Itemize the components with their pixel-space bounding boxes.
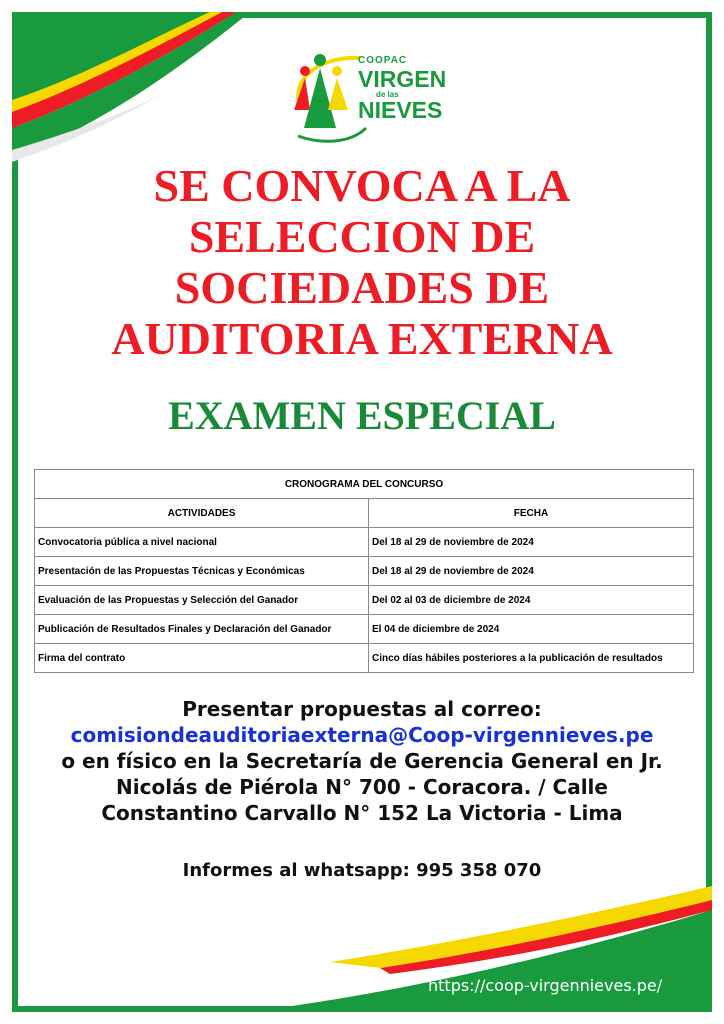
schedule-title: CRONOGRAMA DEL CONCURSO — [35, 470, 694, 499]
column-header-activities: ACTIVIDADES — [35, 499, 369, 528]
date-cell: El 04 de diciembre de 2024 — [369, 615, 694, 644]
date-cell: Del 02 al 03 de diciembre de 2024 — [369, 586, 694, 615]
activity-cell: Presentación de las Propuestas Técnicas y Económicas — [35, 557, 369, 586]
activity-cell: Convocatoria pública a nivel nacional — [35, 528, 369, 557]
activity-cell: Evaluación de las Propuestas y Selección del Ganador — [35, 586, 369, 615]
column-header-date: FECHA — [369, 499, 694, 528]
date-cell: Del 18 al 29 de noviembre de 2024 — [369, 557, 694, 586]
headline-line-1: SE CONVOCA A LA — [153, 160, 571, 211]
headline-line-2: SELECCION DE — [188, 211, 536, 262]
logo-de-las: de las — [376, 90, 399, 99]
activity-cell: Firma del contrato — [35, 644, 369, 673]
contact-email-link[interactable]: comisiondeauditoriaexterna@Coop-virgennieves.pe — [70, 723, 654, 747]
footer-url-link[interactable]: https://coop-virgennieves.pe/ — [428, 976, 663, 995]
subheading: EXAMEN ESPECIAL — [168, 393, 556, 438]
contact-address-line-3: Constantino Carvallo N° 152 La Victoria - Lima — [101, 801, 623, 825]
contact-address-line-1: o en físico en la Secretaría de Gerencia General en Jr. — [61, 749, 663, 773]
contact-address-line-2: Nicolás de Piérola N° 700 - Coracora. / Calle — [116, 775, 608, 799]
headline-line-3: SOCIEDADES DE — [174, 262, 550, 313]
date-cell: Cinco días hábiles posteriores a la publicación de resultados — [369, 644, 694, 673]
activity-cell: Publicación de Resultados Finales y Declaración del Ganador — [35, 615, 369, 644]
logo-virgen: VIRGEN — [358, 66, 447, 92]
date-cell: Del 18 al 29 de noviembre de 2024 — [369, 528, 694, 557]
whatsapp-info: Informes al whatsapp: 995 358 070 — [182, 860, 542, 881]
contact-intro: Presentar propuestas al correo: — [182, 697, 542, 721]
headline-line-4: AUDITORIA EXTERNA — [111, 313, 613, 364]
logo-nieves: NIEVES — [358, 97, 443, 123]
logo-coopac: COOPAC — [358, 55, 408, 66]
